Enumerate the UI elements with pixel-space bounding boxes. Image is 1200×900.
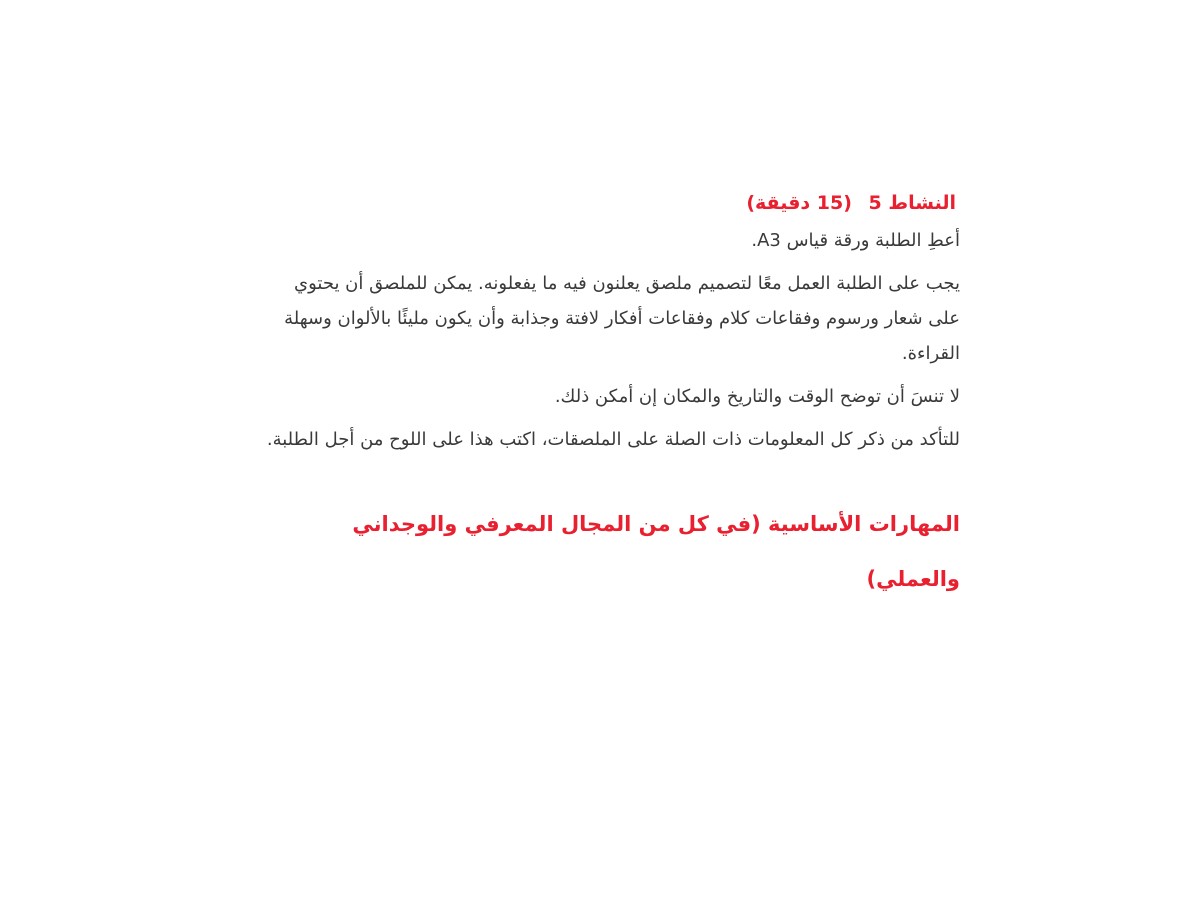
instruction-paragraph-2: يجب على الطلبة العمل معًا لتصميم ملصق يعلنون فيه ما يفعلونه. يمكن للملصق أن يحتوي على شعار ورسوم وفقاعات كلام وفقاعات أفكار لافتة وجذابة وأن يكون مليئًا بالألوان وسهلة القراءة. <box>284 273 960 364</box>
skills-heading: المهارات الأساسية (في كل من المجال المعرفي والوجداني والعملي) <box>352 512 960 591</box>
instruction-paragraph-3: لا تنسَ أن توضح الوقت والتاريخ والمكان إن أمكن ذلك. <box>554 386 960 407</box>
activity-duration: (15 دقيقة) <box>746 192 852 214</box>
activity-label: النشاط 5 <box>868 192 956 214</box>
activity-title <box>260 183 960 223</box>
instruction-paragraph-4: للتأكد من ذكر كل المعلومات ذات الصلة على الملصقات، اكتب هذا على اللوح من أجل الطلبة. <box>266 429 960 450</box>
activity-section <box>260 183 960 607</box>
instruction-paragraph-1: أعطِ الطلبة ورقة قياس A3. <box>751 230 960 251</box>
